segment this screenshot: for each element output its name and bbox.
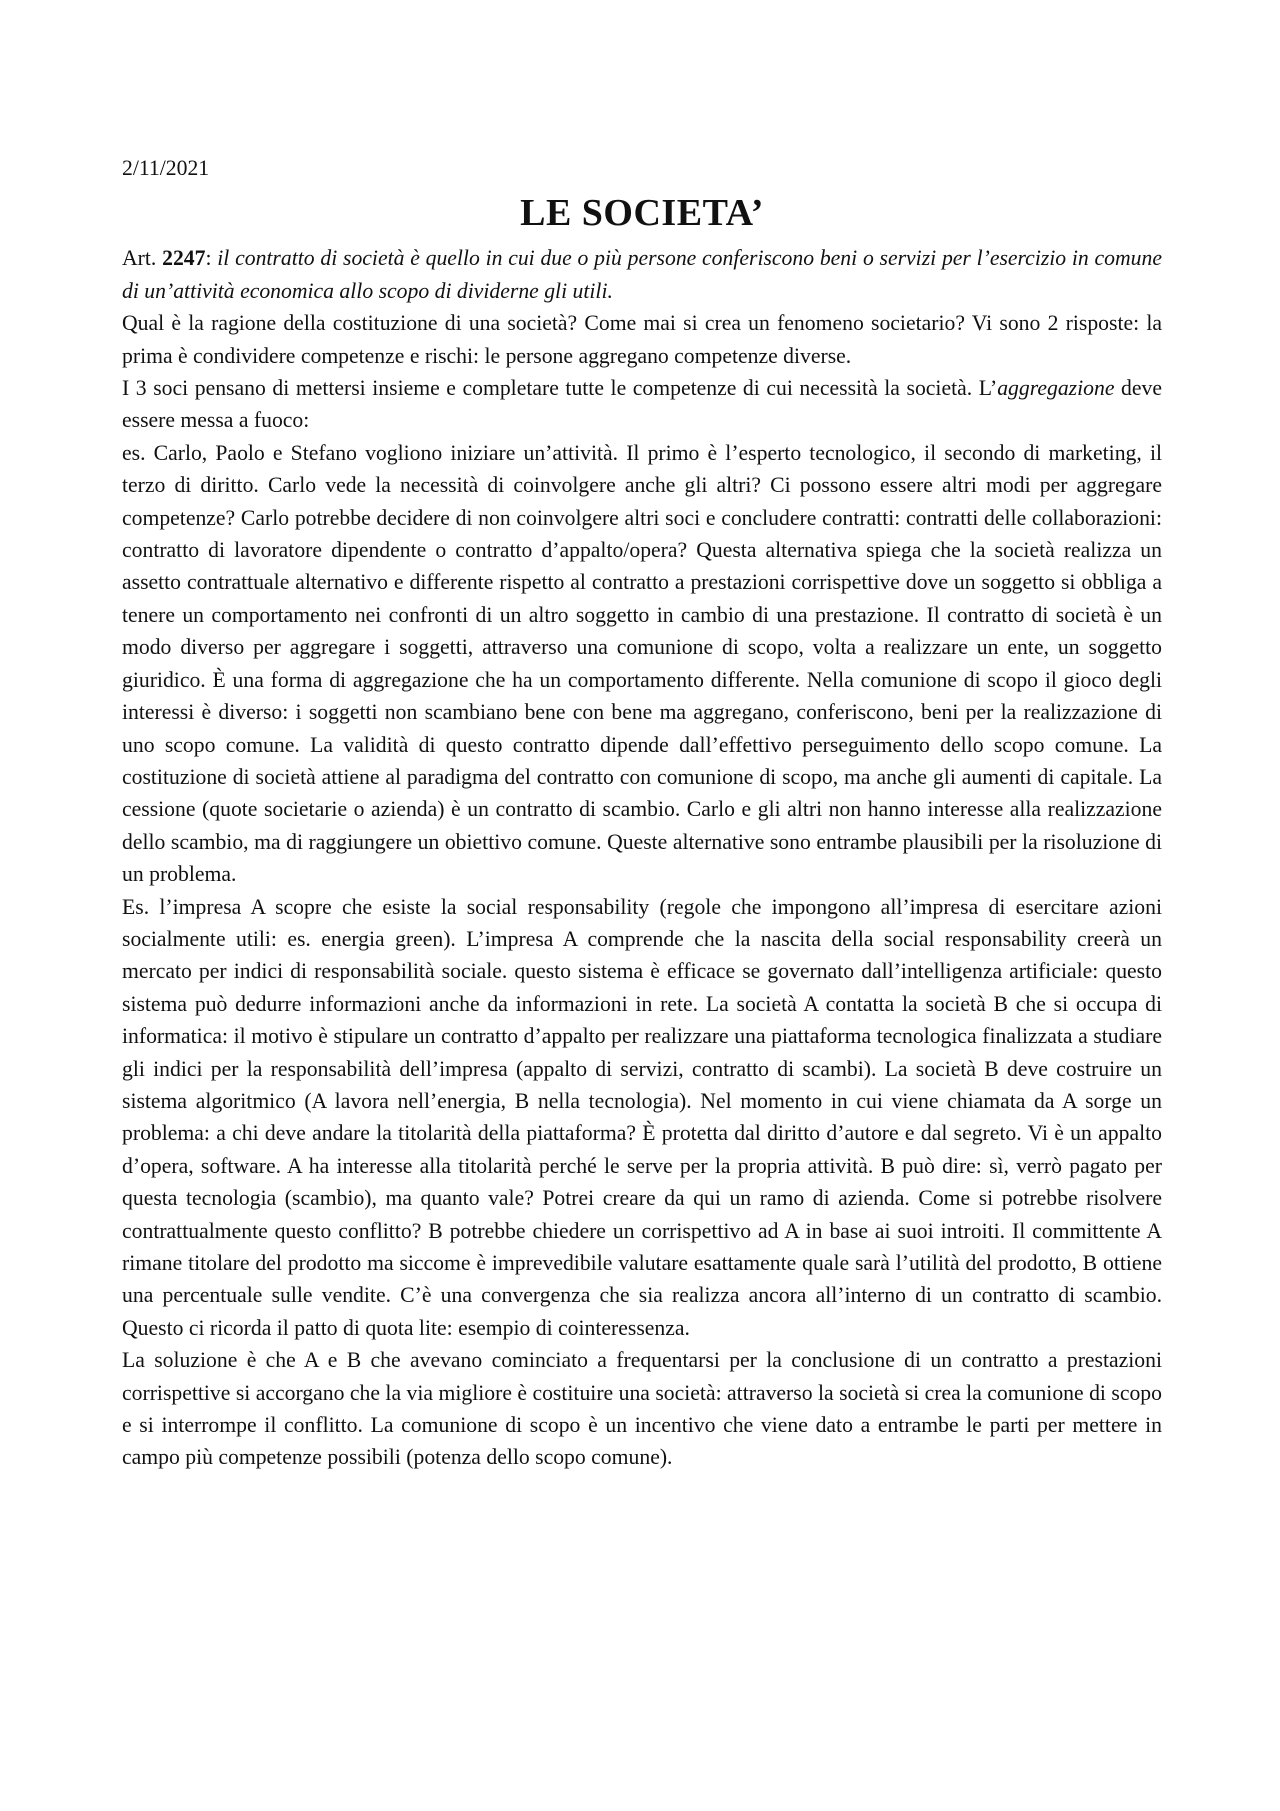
document-title: LE SOCIETA’ [520,192,764,235]
article-colon: : [205,246,218,271]
document-page [122,152,1162,1474]
paragraph-5: La soluzione è che A e B che avevano cominciato a frequentarsi per la conclusione di un contratto a prestazioni corrispettive si accorgano che la via migliore è costituire una società: attraverso la società si crea la comunione di scopo e si interrompe il conflitto. La comunione di scopo è un incentivo che viene dato a entrambe le parti per mettere in campo più competenze possibili (potenza dello scopo comune). [122,1348,1162,1470]
article-definition [122,242,1162,307]
paragraph-3: es. Carlo, Paolo e Stefano vogliono iniziare un’attività. Il primo è l’esperto tecnologico, il secondo di marketing, il terzo di diritto. Carlo vede la necessità di coinvolgere anche gli altri? Ci possono essere altri modi per aggregare competenze? Carlo potrebbe decidere di non coinvolgere altri soci e concludere contratti: contratti delle collaborazioni: contratto di lavoratore dipendente o contratto d’appalto/opera? Questa alternativa spiega che la società realizza un assetto contrattuale alternativo e differente rispetto al contratto a prestazioni corrispettive dove un soggetto si obbliga a tenere un comportamento nei confronti di un altro soggetto in cambio di una prestazione. Il contratto di società è un modo diverso per aggregare i soggetti, attraverso una comunione di scopo, volta a realizzare un ente, un soggetto giuridico. È una forma di aggregazione che ha un comportamento differente. Nella comunione di scopo il gioco degli interessi è diverso: i soggetti non scambiano bene con bene ma aggregano, conferiscono, beni per la realizzazione di uno scopo comune. La validità di questo contratto dipende dall’effettivo perseguimento dello scopo comune. La costituzione di società attiene al paradigma del contratto con comunione di scopo, ma anche gli aumenti di capitale. La cessione (quote societarie o azienda) è un contratto di scambio. Carlo e gli altri non hanno interesse alla realizzazione dello scambio, ma di raggiungere un obiettivo comune. Queste alternative sono entrambe plausibili per la risoluzione di un problema. [122,440,1162,887]
paragraph-1: Qual è la ragione della costituzione di una società? Come mai si crea un fenomeno societario? Vi sono 2 risposte: la prima è condividere competenze e rischi: le persone aggregano competenze diverse. [122,311,1162,368]
article-text: il contratto di società è quello in cui due o più persone conferiscono beni o servizi per l’esercizio in comune di un’attività economica allo scopo di dividerne gli utili. [122,246,1162,303]
article-prefix: Art. [122,246,163,271]
paragraph-4: Es. l’impresa A scopre che esiste la social responsability (regole che impongono all’impresa di esercitare azioni socialmente utili: es. energia green). L’impresa A comprende che la nascita della social responsability creerà un mercato per indici di responsabilità sociale. questo sistema è efficace se governato dall’intelligenza artificiale: questo sistema può dedurre informazioni anche da informazioni in rete. La società A contatta la società B che si occupa di informatica: il motivo è stipulare un contratto d’appalto per realizzare una piattaforma tecnologica finalizzata a studiare gli indici per la responsabilità dell’impresa (appalto di servizi, contratto di scambi). La società B deve costruire un sistema algoritmico (A lavora nell’energia, B nella tecnologia). Nel momento in cui viene chiamata da A sorge un problema: a chi deve andare la titolarità della piattaforma? È protetta dal diritto d’autore e dal segreto. Vi è un appalto d’opera, software. A ha interesse alla titolarità perché le serve per la propria attività. B può dire: sì, verrò pagato per questa tecnologia (scambio), ma quanto vale? Potrei creare da qui un ramo di azienda. Come si potrebbe risolvere contrattualmente questo conflitto? B potrebbe chiedere un corrispettivo ad A in base ai suoi introiti. Il committente A rimane titolare del prodotto ma siccome è imprevedibile valutare esattamente quale sarà l’utilità del prodotto, B ottiene una percentuale sulle vendite. C’è una convergenza che sia realizza ancora all’interno di un contratto di scambio. Questo ci ricorda il patto di quota lite: esempio di cointeressenza. [122,894,1162,1340]
paragraph-2-before: I 3 soci pensano di mettersi insieme e completare tutte le competenze di cui necessità la società. L’ [122,376,998,401]
article-number: 2247 [162,246,206,271]
paragraph-2-emphasis: aggregazione [997,376,1115,401]
document-date: 2/11/2021 [122,156,210,180]
paragraph-2-after: deve essere messa a fuoco: [122,376,1162,433]
paragraph-2 [122,372,1162,437]
